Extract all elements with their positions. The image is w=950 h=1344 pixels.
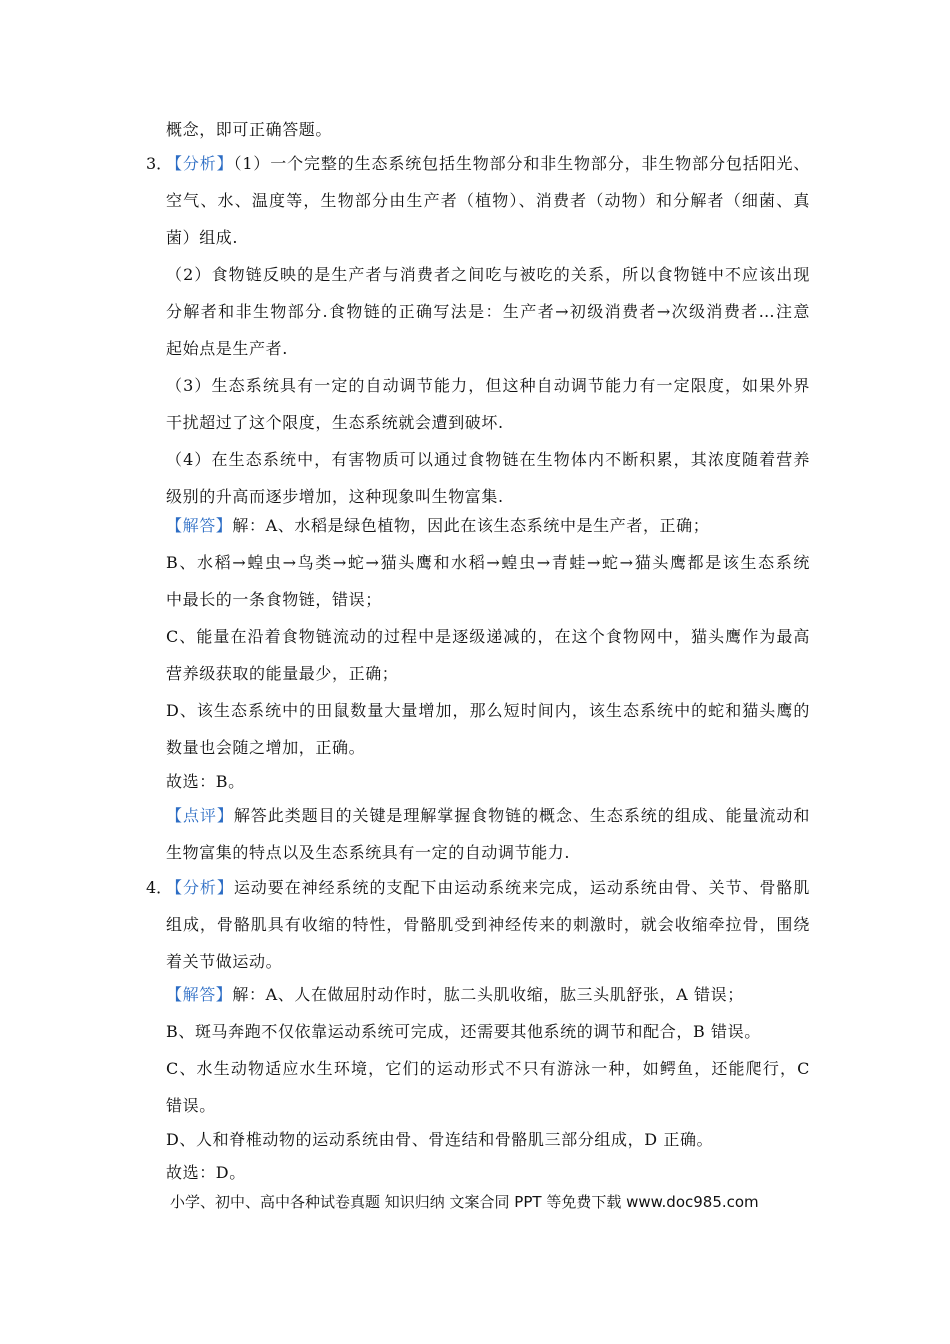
analysis-tag: 【分析】: [166, 154, 234, 173]
comment-tag: 【点评】: [166, 806, 234, 825]
text-line: 着关节做运动。: [166, 952, 283, 971]
text-line: 错误。: [166, 1096, 216, 1115]
text-line: 【点评】解答此类题目的关键是理解掌握食物链的概念、生态系统的组成、能量流动和: [166, 806, 810, 825]
text-line: 故选：B。: [166, 772, 245, 791]
text-line: 中最长的一条食物链，错误；: [166, 590, 382, 609]
text-line: D、人和脊椎动物的运动系统由骨、骨连结和骨骼肌三部分组成，D 正确。: [166, 1130, 714, 1149]
text-line: 故选：D。: [166, 1163, 246, 1182]
question-number: 4．: [146, 878, 173, 897]
text-line: 【分析】（1）一个完整的生态系统包括生物部分和非生物部分，非生物部分包括阳光、: [166, 154, 810, 173]
answer-tag: 【解答】: [166, 985, 233, 1004]
text-line: 【解答】解：A、水稻是绿色植物，因此在该生态系统中是生产者，正确；: [166, 516, 710, 535]
text-line: 【解答】解：A、人在做屈肘动作时，肱二头肌收缩，肱三头肌舒张，A 错误；: [166, 985, 744, 1004]
text-line: 起始点是生产者.: [166, 339, 288, 358]
text-line: 营养级获取的能量最少，正确；: [166, 664, 399, 683]
text-line: 组成，骨骼肌具有收缩的特性，骨骼肌受到神经传来的刺激时，就会收缩牵拉骨，围绕: [166, 915, 810, 934]
text-line: 数量也会随之增加，正确。: [166, 738, 366, 757]
text-line: 生物富集的特点以及生态系统具有一定的自动调节能力.: [166, 843, 571, 862]
text-line: 菌）组成.: [166, 228, 239, 247]
text-line: C、能量在沿着食物链流动的过程中是逐级递减的，在这个食物网中，猫头鹰作为最高: [166, 627, 810, 646]
text-line: 【分析】运动要在神经系统的支配下由运动系统来完成，运动系统由骨、关节、骨骼肌: [166, 878, 810, 897]
text-line: B、斑马奔跑不仅依靠运动系统可完成，还需要其他系统的调节和配合，B 错误。: [166, 1022, 761, 1041]
page-footer: 小学、初中、高中各种试卷真题 知识归纳 文案合同 PPT 等免费下载 www.doc985.com: [170, 1193, 759, 1211]
text-line: （4）在生态系统中，有害物质可以通过食物链在生物体内不断积累，其浓度随着营养: [166, 450, 810, 469]
analysis-tag: 【分析】: [166, 878, 234, 897]
answer-tag: 【解答】: [166, 516, 233, 535]
text-line: （3）生态系统具有一定的自动调节能力，但这种自动调节能力有一定限度，如果外界: [166, 376, 810, 395]
text-line: B、水稻→蝗虫→鸟类→蛇→猫头鹰和水稻→蝗虫→青蛙→蛇→猫头鹰都是该生态系统: [166, 553, 810, 572]
text-line: 干扰超过了这个限度，生态系统就会遭到破坏.: [166, 413, 504, 432]
text-line: 空气、水、温度等，生物部分由生产者（植物）、消费者（动物）和分解者（细菌、真: [166, 191, 810, 210]
text-line: D、该生态系统中的田鼠数量大量增加，那么短时间内，该生态系统中的蛇和猫头鹰的: [166, 701, 810, 720]
text-line: 分解者和非生物部分.食物链的正确写法是：生产者→初级消费者→次级消费者…注意: [166, 302, 810, 321]
text-line: 级别的升高而逐步增加，这种现象叫生物富集.: [166, 487, 504, 506]
text-line: 概念，即可正确答题。: [166, 120, 333, 139]
text-line: C、水生动物适应水生环境，它们的运动形式不只有游泳一种，如鳄鱼，还能爬行，C: [166, 1059, 810, 1078]
text-line: （2）食物链反映的是生产者与消费者之间吃与被吃的关系，所以食物链中不应该出现: [166, 265, 810, 284]
question-number: 3．: [146, 154, 173, 173]
